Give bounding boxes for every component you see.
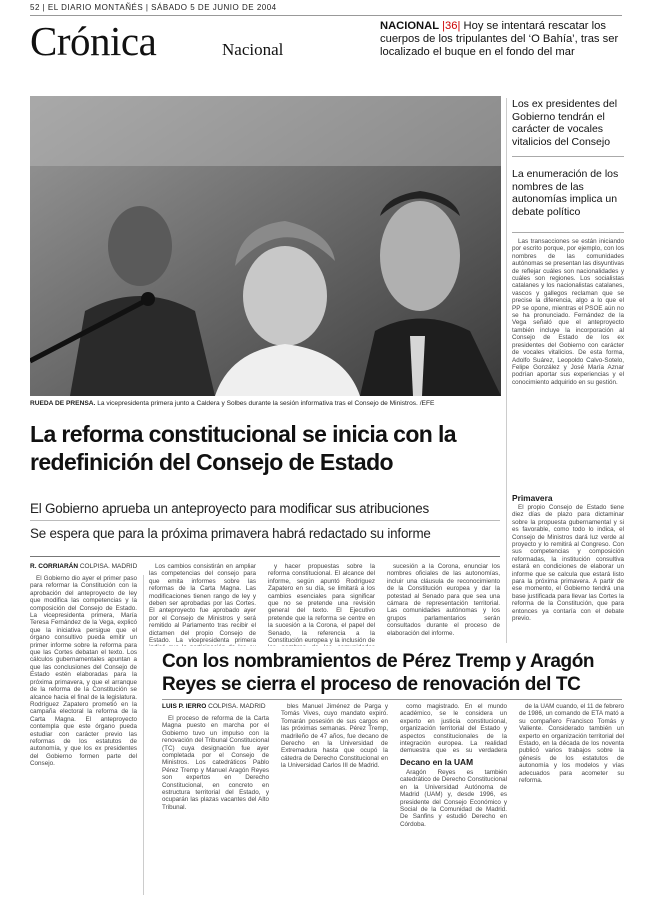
main-col-1	[30, 575, 137, 901]
side-headline-1: Los ex presidentes del Gobierno tendrán el carácter de vocales vitalicios del Consejo	[512, 98, 618, 148]
main-col-4	[387, 563, 500, 646]
press-conference-image	[30, 96, 501, 396]
second-col-4	[519, 703, 624, 895]
subsection-title: Nacional	[222, 40, 284, 59]
deck-rule	[30, 520, 500, 521]
second-col-3b-text: Aragón Reyes es también catedrático de Derecho Constitucional en la Universidad Autónoma de Madrid (UAM) y, desde 1996, es presidente del Consejo Económico y Social de la Comunidad de Madrid. De Sanfins y estudió Derecho en Córdoba.	[400, 769, 507, 828]
main-col-1-text: El Gobierno dio ayer el primer paso para reformar la Constitución con la aprobación del anteproyecto de ley que modifica las competencias y la composición del Consejo de Estado. La vicepresidenta primera, María Teresa Fernández de la Vega, explicó que la iniciativa persigue que el órgano consultivo pueda emitir un primer informe sobre la reforma para que las Cortes debatan el texto. Los cálculos gubernamentales apuntan a que las conclusiones del Consejo de Estado estén elaboradas para la próxima primavera, y que el arranque de la reforma de la Constitución se alcance hacia el final de la legislatura. Rodríguez Zapatero prometió en la campaña electoral la reforma de la Carta Magna. El anteproyecto contempla que este órgano pueda estudiar con carácter previo las reformas de los estatutos de autonomía, y que los ex presidentes del Gobierno formen parte del Consejo.	[30, 575, 137, 768]
second-col-3	[400, 703, 507, 755]
deck-rule-bottom	[30, 556, 500, 557]
second-col-3-text: como magistrado. En el mundo académico, se le considera un experto en justicia constitucional, organización territorial del Estado y aspectos constitucionales de la integración europea. La realidad demuestra que es su verdadera	[400, 703, 507, 755]
second-byline-name: LUIS P. IERRO	[162, 703, 207, 710]
main-byline	[30, 563, 137, 570]
caption-text: La vicepresidenta primera junto a Caldera y Solbes durante la sesión informativa tras el Consejo de Ministros. /EFE	[97, 400, 435, 407]
second-col-1	[162, 715, 269, 895]
header-rule	[30, 15, 622, 16]
second-col-2-text: bles Manuel Jiménez de Parga y Tomás Vives, cuyo mandato expiró. Tomarán posesión de sus cargos en las próximas semanas. Pérez Tremp, madrileño de 47 años, fue decano de Derecho en la Universidad de Extremadura hasta que ocupó la cátedra de Derecho Constitucional en la Universidad Carlos III de Madrid.	[281, 703, 388, 770]
second-col-3b	[400, 769, 507, 895]
side-text-2-body: El propio Consejo de Estado tiene diez días de plazo para dictaminar sobre la propuesta gubernamental y si es favorable, como todo lo indica, el Consejo de Ministros dará luz verde al proyecto y lo remitirá al Congreso. Con sus competencias y composición reformadas, la institución consultiva estará en condiciones de elaborar un informe que se calcula que estará listo para la próxima primavera. A partir de ese momento, el Gobierno tendrá una base justificada para llevar las Cortes la reforma de la Constitución, que para entonces ya contaría con el debate previo.	[512, 504, 624, 623]
side-divider	[506, 98, 507, 643]
second-divider	[143, 575, 144, 895]
teaser-text: Hoy se intentará rescatar los cuerpos de los tripulantes del ‘O Bahía’, tras ser localizado el buque en el fondo del mar	[380, 20, 619, 58]
deck-1: El Gobierno aprueba un anteproyecto para modificar sus atribuciones	[30, 501, 429, 516]
photo-caption	[30, 400, 501, 407]
main-col-3-text: y hacer propuestas sobre la reforma constitucional. El alcance del informe, según apuntó Rodríguez Zapatero en su día, se limitará a los cambios esenciales para significar que no se pretende una revisión general del texto. El Ejecutivo pretende que la reforma se centre en la sucesión a la Corona, el papel del Senado, la referencia a la Constitución europea y la inclusión de	[268, 563, 375, 645]
second-byline	[162, 703, 266, 710]
side-subhead: Primavera	[512, 493, 553, 503]
second-subhead: Decano en la UAM	[400, 757, 474, 767]
main-col-2	[149, 563, 256, 646]
teaser-label: NACIONAL	[380, 20, 440, 32]
main-col-2-text: Los cambios consistirán en ampliar las competencias del consejo para que emita informes sobre las reformas de la Carta Magna. Las modificaciones tienen rango de ley y deben ser aprobadas por las Cortes. El anteproyecto fue aprobado ayer por el Consejo de Ministros y será remitido al Parlamento tras recibir el dictamen del propio Consejo de Estado. La vicepresidenta primera	[149, 563, 256, 645]
second-col-4-text: de la UAM cuando, el 11 de febrero de 1986, un comando de ETA mató a su compañero Francisco Tomás y Valiente. Considerado también un experto en organización territorial del Estado, en la década de los noventa publicó varios trabajos sobre la génesis de los estatutos de autonomía y los modelos y vías adecuados para acometer su reforma.	[519, 703, 624, 785]
side-text-1-body: Las transacciones se están iniciando por escrito porque, por ejemplo, con los nombres de las comunidades autónomas se presentan las disyuntivas de reflejar cuáles son nacionalidades y cuáles son regiones. Los socialistas catalanes y los nacionalistas catalanes, vascos y gallegos reclaman que se precise la diferencia, algo a lo que el PP se opone, mientras el PSOE aún no se ha pronunciado. Fernández de la Vega señaló que el anteproyecto también incluye la incorporación al Consejo de Estado de los ex presidentes del Gobierno con carácter de vocales vitalicios. De esta forma, Adolfo Suárez, Leopoldo Calvo-Sotelo, Felipe González y José María Aznar podrían aportar sus experiencias y el conocimiento adquirido en su gestión.	[512, 238, 624, 386]
main-col-3	[268, 563, 375, 646]
side-rule-2	[512, 232, 624, 233]
section-title: Crónica	[30, 18, 157, 64]
second-col-1-text: El proceso de reforma de la Carta Magna puesto en marcha por el Gobierno tuvo un impulso con la renovación del Tribunal Constitucional (TC) cuya designación fue ayer completada por el Consejo de Ministros. Los catedráticos Pablo Pérez Tremp y Manuel Aragón Reyes son expertos en Derecho Constitucional, en concreto en estructura territorial del Estado, y ocuparán las plazas vacantes del Alto Tribunal.	[162, 715, 269, 811]
second-col-2	[281, 703, 388, 895]
news-photo	[30, 96, 501, 396]
teaser-page: |36|	[442, 20, 461, 32]
second-byline-place: COLPISA. MADRID	[208, 703, 266, 710]
byline-place: COLPISA. MADRID	[79, 563, 138, 570]
cross-reference-teaser[interactable]	[380, 20, 624, 59]
second-rule	[162, 699, 622, 700]
main-headline: La reforma constitucional se inicia con la redefinición del Consejo de Estado	[30, 421, 456, 475]
page-folio: 52 | EL DIARIO MONTAÑÉS | SÁBADO 5 DE JUNIO DE 2004	[30, 3, 277, 12]
second-headline: Con los nombramientos de Pérez Tremp y Aragón Reyes se cierra el proceso de renovación del TC	[162, 651, 595, 695]
side-text-1	[512, 238, 624, 490]
deck-2: Se espera que para la próxima primavera habrá redactado su informe	[30, 526, 431, 541]
caption-label: RUEDA DE PRENSA.	[30, 400, 96, 407]
byline-name: R. CORRIARÁN	[30, 563, 79, 570]
side-headline-2: La enumeración de los nombres de las autonomías implica un debate político	[512, 168, 619, 218]
side-text-2	[512, 504, 624, 644]
main-col-4-text: sucesión a la Corona, enunciar los nombres oficiales de las autonomías, incluir una cláusula de reconocimiento de la Constitución europea y dar la potestad al Senado para que sea una cámara de representación territorial. Las comunidades autónomas y los grupos parlamentarios serán consultados durante el proceso de elaboración del informe.	[387, 563, 500, 637]
side-rule	[512, 156, 624, 157]
